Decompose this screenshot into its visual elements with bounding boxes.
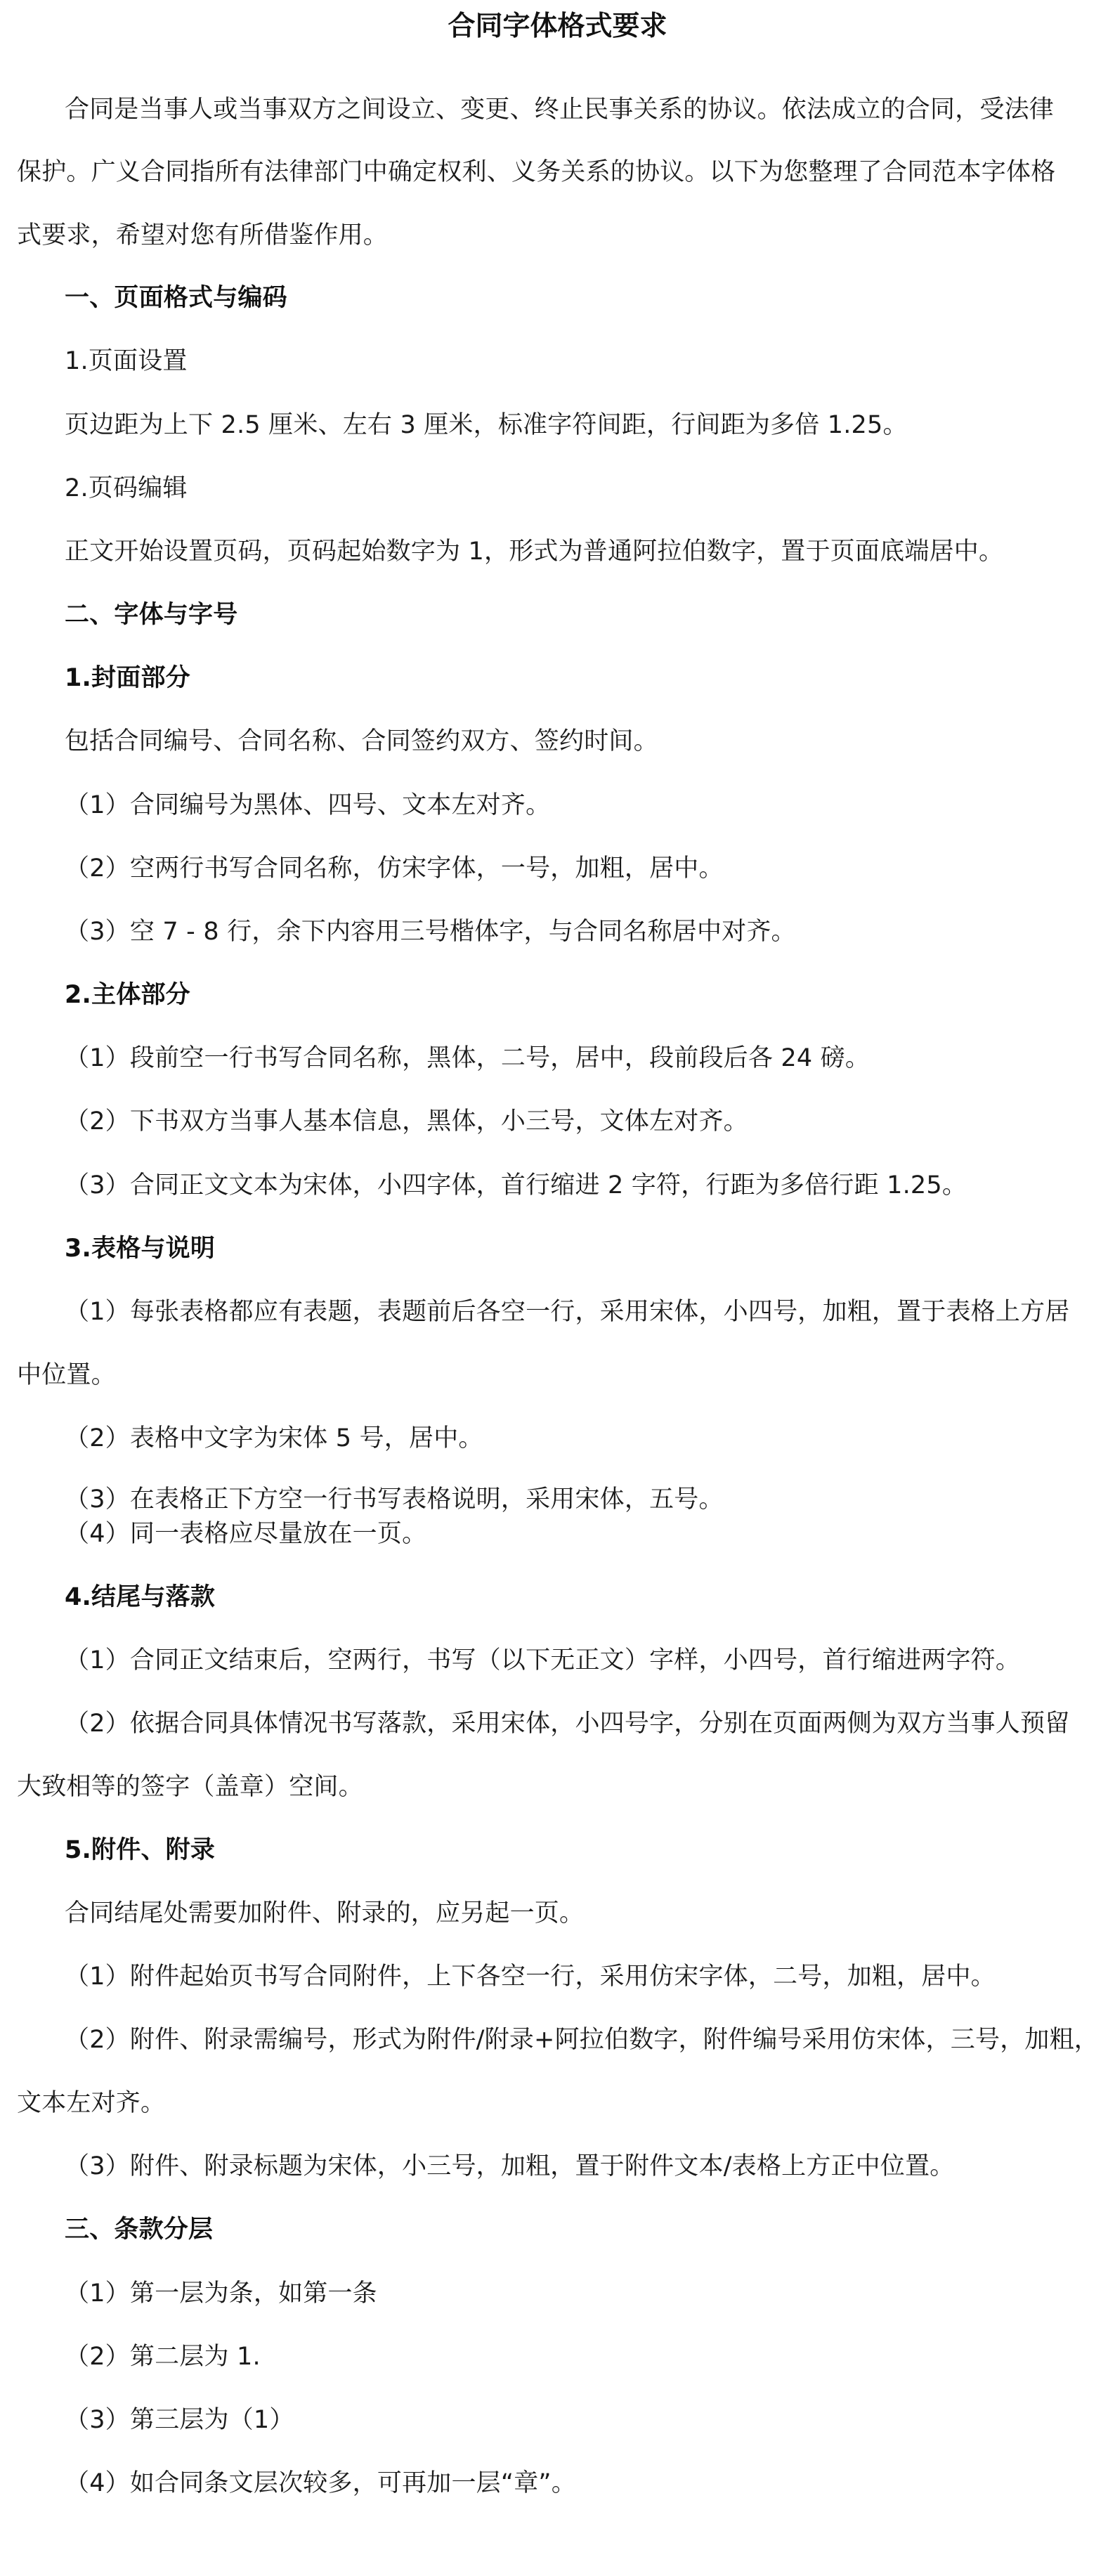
subsection-body: 2.主体部分 — [65, 981, 190, 1009]
attachments-text: 合同结尾处需要加附件、附录的，应另起一页。 — [65, 1899, 585, 1927]
subsection-attachments: 5.附件、附录 — [65, 1836, 216, 1864]
ending-item-2-line-2: 大致相等的签字（盖章）空间。 — [17, 1773, 363, 1801]
ending-item-2-line-1: （2）依据合同具体情况书写落款，采用宋体，小四号字，分别在页面两侧为双方当事人预留 — [65, 1710, 1070, 1738]
subsection-page-numbering: 2.页码编辑 — [65, 474, 188, 502]
attachments-item-2-line-1: （2）附件、附录需编号，形式为附件/附录+阿拉伯数字，附件编号采用仿宋体，三号，加粗， — [65, 2026, 1099, 2054]
page-numbering-text: 正文开始设置页码，页码起始数字为 1，形式为普通阿拉伯数字，置于页面底端居中。 — [65, 538, 1004, 566]
section-3-heading: 三、条款分层 — [65, 2216, 214, 2244]
subsection-cover: 1.封面部分 — [65, 664, 190, 692]
table-item-1-line-2: 中位置。 — [17, 1361, 116, 1389]
attachments-item-2-line-2: 文本左对齐。 — [17, 2089, 166, 2117]
clause-item-2: （2）第二层为 1. — [65, 2343, 261, 2371]
body-item-2: （2）下书双方当事人基本信息，黑体，小三号，文体左对齐。 — [65, 1107, 748, 1136]
subsection-page-setup: 1.页面设置 — [65, 347, 188, 375]
subsection-ending: 4.结尾与落款 — [65, 1583, 216, 1611]
section-2-heading: 二、字体与字号 — [65, 601, 238, 629]
clause-item-4: （4）如合同条文层次较多，可再加一层“章”。 — [65, 2469, 576, 2497]
page-setup-text: 页边距为上下 2.5 厘米、左右 3 厘米，标准字符间距，行间距为多倍 1.25。 — [65, 411, 908, 439]
intro-line-3: 式要求，希望对您有所借鉴作用。 — [17, 221, 389, 249]
table-item-1-line-1: （1）每张表格都应有表题，表题前后各空一行，采用宋体，小四号，加粗，置于表格上方居 — [65, 1298, 1070, 1326]
document-title: 合同字体格式要求 — [448, 11, 667, 42]
cover-item-2: （2）空两行书写合同名称，仿宋字体，一号，加粗，居中。 — [65, 854, 724, 883]
body-item-1: （1）段前空一行书写合同名称，黑体，二号，居中，段前段后各 24 磅。 — [65, 1044, 871, 1072]
attachments-item-3: （3）附件、附录标题为宋体，小三号，加粗，置于附件文本/表格上方正中位置。 — [65, 2152, 955, 2180]
cover-item-3: （3）空 7 - 8 行，余下内容用三号楷体字，与合同名称居中对齐。 — [65, 918, 796, 946]
table-item-3: （3）在表格正下方空一行书写表格说明，采用宋体，五号。 — [65, 1485, 724, 1514]
subsection-table: 3.表格与说明 — [65, 1235, 216, 1263]
intro-line-2: 保护。广义合同指所有法律部门中确定权利、义务关系的协议。以下为您整理了合同范本字体格 — [17, 158, 1056, 186]
clause-item-1: （1）第一层为条，如第一条 — [65, 2279, 377, 2308]
cover-item-1: （1）合同编号为黑体、四号、文本左对齐。 — [65, 791, 551, 819]
attachments-item-1: （1）附件起始页书写合同附件，上下各空一行，采用仿宋字体，二号，加粗，居中。 — [65, 1963, 996, 1991]
intro-line-1: 合同是当事人或当事双方之间设立、变更、终止民事关系的协议。依法成立的合同，受法律 — [65, 96, 1055, 124]
body-item-3: （3）合同正文文本为宋体，小四字体，首行缩进 2 字符，行距为多倍行距 1.25。 — [65, 1171, 967, 1199]
table-item-2: （2）表格中文字为宋体 5 号，居中。 — [65, 1424, 483, 1452]
section-1-heading: 一、页面格式与编码 — [65, 284, 287, 312]
table-item-4: （4）同一表格应尽量放在一页。 — [65, 1520, 427, 1548]
ending-item-1: （1）合同正文结束后，空两行，书写（以下无正文）字样，小四号，首行缩进两字符。 — [65, 1646, 1021, 1674]
clause-item-3: （3）第三层为（1） — [65, 2406, 294, 2434]
cover-text: 包括合同编号、合同名称、合同签约双方、签约时间。 — [65, 727, 658, 755]
